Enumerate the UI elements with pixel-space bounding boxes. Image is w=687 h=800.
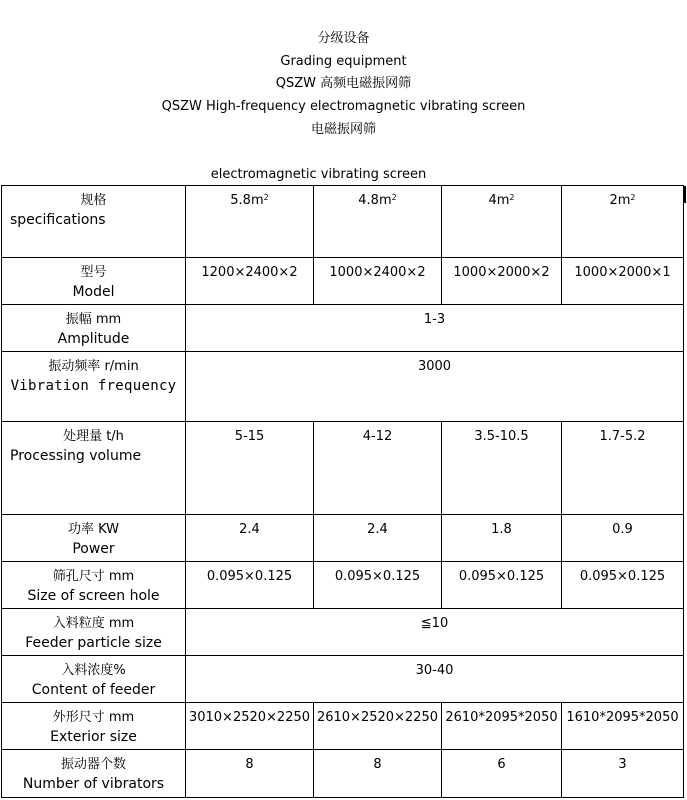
screen-hole-cell: 0.095×0.125: [562, 562, 684, 609]
table-row-feeder-content: [2, 656, 684, 703]
processing-volume-cell: 4-12: [314, 422, 442, 515]
vibration-frequency-cell: 3000: [186, 352, 684, 422]
processing-volume-cell: 1.7-5.2: [562, 422, 684, 515]
table-caption: electromagnetic vibrating screen: [210, 167, 427, 182]
screen-hole-cell: 0.095×0.125: [314, 562, 442, 609]
row-label-vibrators: 振动器个数 Number of vibrators: [2, 750, 186, 798]
table-row-vibrators: [2, 750, 684, 798]
feeder-content-cell: 30-40: [186, 656, 684, 703]
exterior-size-cell: 2610*2095*2050: [442, 703, 562, 750]
power-cell: 1.8: [442, 515, 562, 562]
table-row-amplitude: [2, 305, 684, 352]
row-label-specifications: 规格 specifications: [2, 186, 186, 258]
power-cell: 2.4: [186, 515, 314, 562]
row-label-model: 型号 Model: [2, 258, 186, 305]
spec-table: [1, 185, 684, 798]
subtitle-chinese: 电磁振网筛: [310, 122, 376, 137]
model-cell: 1200×2400×2: [186, 258, 314, 305]
vibrators-cell: 6: [442, 750, 562, 798]
screen-hole-cell: 0.095×0.125: [442, 562, 562, 609]
row-label-amplitude: 振幅 mm Amplitude: [2, 305, 186, 352]
title-chinese: 分级设备: [317, 31, 370, 46]
table-row-feeder-particle: [2, 609, 684, 656]
row-label-screen-hole: 筛孔尺寸 mm Size of screen hole: [2, 562, 186, 609]
row-label-vibration-frequency: 振动频率 r/min Vibration frequency: [2, 352, 186, 422]
row-label-processing-volume: 处理量 t/h Processing volume: [2, 422, 186, 515]
table-row-screen-hole: [2, 562, 684, 609]
power-cell: 2.4: [314, 515, 442, 562]
amplitude-cell: 1-3: [186, 305, 684, 352]
vibrators-cell: 8: [186, 750, 314, 798]
table-edge-mark: [684, 186, 686, 203]
model-title-chinese: QSZW 高频电磁振网筛: [275, 76, 412, 91]
title-english: Grading equipment: [280, 54, 407, 69]
table-row-exterior-size: [2, 703, 684, 750]
power-cell: 0.9: [562, 515, 684, 562]
exterior-size-cell: 3010×2520×2250: [186, 703, 314, 750]
spec-cell: $5.8m^2$: [186, 186, 314, 258]
row-label-power: 功率 KW Power: [2, 515, 186, 562]
spec-cell: $4.8m^2$: [314, 186, 442, 258]
model-cell: 1000×2000×1: [562, 258, 684, 305]
model-title-english: QSZW High-frequency electromagnetic vibrating screen: [161, 99, 526, 114]
exterior-size-cell: 1610*2095*2050: [562, 703, 684, 750]
model-cell: 1000×2000×2: [442, 258, 562, 305]
processing-volume-cell: 5-15: [186, 422, 314, 515]
spec-cell: $2m^2$: [562, 186, 684, 258]
table-row-processing-volume: [2, 422, 684, 515]
screen-hole-cell: 0.095×0.125: [186, 562, 314, 609]
table-row-vibration-frequency: [2, 352, 684, 422]
table-row-power: [2, 515, 684, 562]
spec-cell: $4m^2$: [442, 186, 562, 258]
row-label-exterior-size: 外形尺寸 mm Exterior size: [2, 703, 186, 750]
processing-volume-cell: 3.5-10.5: [442, 422, 562, 515]
row-label-feeder-content: 入料浓度% Content of feeder: [2, 656, 186, 703]
vibrators-cell: 8: [314, 750, 442, 798]
table-row-specifications: [2, 186, 684, 258]
feeder-particle-cell: ≦10: [186, 609, 684, 656]
model-cell: 1000×2400×2: [314, 258, 442, 305]
table-row-model: [2, 258, 684, 305]
row-label-feeder-particle: 入料粒度 mm Feeder particle size: [2, 609, 186, 656]
vibrators-cell: 3: [562, 750, 684, 798]
exterior-size-cell: 2610×2520×2250: [314, 703, 442, 750]
